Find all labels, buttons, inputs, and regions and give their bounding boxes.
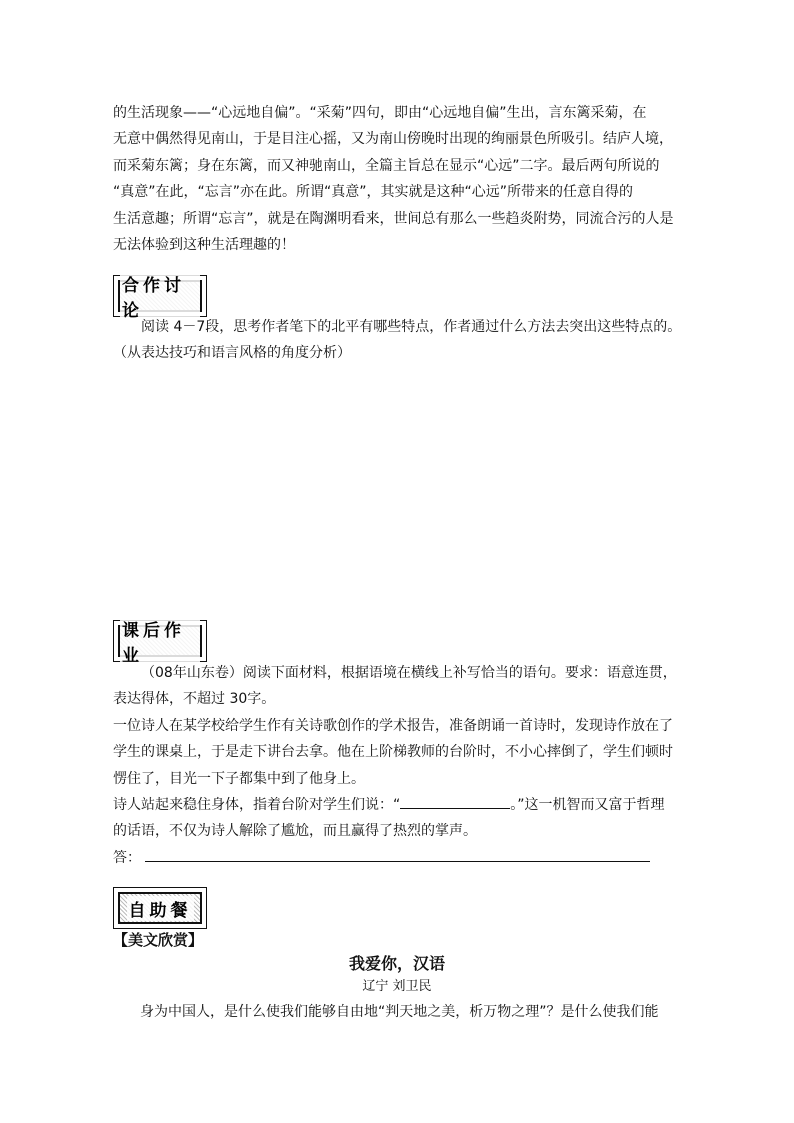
discussion-section-label: 合作讨论 xyxy=(120,271,200,321)
intro-line-3: 而采菊东篱；身在东篱，而又神驰南山，全篇主旨总在显示“心远”二字。最后两句所说的 xyxy=(113,157,660,174)
homework-material-line-5: 的话语，不仅为诗人解除了尴尬，而且赢得了热烈的掌声。 xyxy=(113,823,477,840)
homework-material-line-4 xyxy=(113,792,683,818)
discussion-question xyxy=(113,314,683,367)
intro-line-5: 生活意趣；所谓“忘言”，就是在陶渊明看来，世间总有那么一些趋炎附势，同流合污的人是 xyxy=(113,210,674,227)
essay-title: 我爱你，汉语 xyxy=(348,954,445,973)
essay-section-tag: 【美文欣赏】 xyxy=(113,931,204,949)
intro-line-2: 无意中偶然得见南山，于是目注心摇，又为南山傍晚时出现的绚丽景色所吸引。结庐人境， xyxy=(113,131,673,148)
intro-line-4: “真意”在此，“忘言”亦在此。所谓“真意”，其实就是这种“心远”所带来的任意自得的 xyxy=(113,184,634,201)
homework-question-line-2: 表达得体，不超过 30字。 xyxy=(113,691,276,708)
material-line-4-start: 诗人站起来稳住身体，指着台阶对学生们说：“ xyxy=(113,797,401,814)
discussion-line-1: 阅读 4－7段，思考作者笔下的北平有哪些特点，作者通过什么方法去突出这些特点的。 xyxy=(141,319,682,335)
intro-paragraph xyxy=(113,100,683,258)
badge-frame xyxy=(118,892,202,924)
fill-in-blank[interactable] xyxy=(400,792,510,809)
answer-label: 答： xyxy=(113,849,141,866)
selfhelp-section-label: 自助餐 xyxy=(127,896,194,921)
selfhelp-section-badge xyxy=(113,887,207,929)
answer-line[interactable] xyxy=(145,847,650,862)
homework-material-line-3: 愣住了，目光一下子都集中到了他身上。 xyxy=(113,770,365,787)
essay-author: 辽宁 刘卫民 xyxy=(362,979,432,994)
homework-material-line-1: 一位诗人在某学校给学生作有关诗歌创作的学术报告，准备朗诵一首诗时，发现诗作放在了 xyxy=(113,717,673,734)
discussion-line-2: （从表达技巧和语言风格的角度分析） xyxy=(113,345,351,362)
material-line-4-end: 。”这一机智而又富于哲理 xyxy=(510,797,665,814)
discussion-section-badge xyxy=(113,275,207,321)
badge-frame xyxy=(118,621,202,666)
answer-row xyxy=(113,845,683,871)
badge-frame xyxy=(118,276,202,321)
homework-question-line-1: （08年山东卷）阅读下面材料，根据语境在横线上补写恰当的语句。要求：语意连贯， xyxy=(141,665,677,681)
homework-section-label: 课后作业 xyxy=(120,616,200,666)
intro-line-6: 无法体验到这种生活理趣的！ xyxy=(113,237,295,254)
essay-first-line: 身为中国人，是什么使我们能够自由地“判天地之美，析万物之理”？是什么使我们能 xyxy=(140,1004,659,1020)
homework-material-line-2: 学生的课桌上，于是走下讲台去拿。他在上阶梯教师的台阶时，不小心摔倒了，学生们顿时 xyxy=(113,744,673,761)
homework-block xyxy=(113,660,683,871)
intro-line-1: 的生活现象——“心远地自偏”。“采菊”四句，即由“心远地自偏”生出，言东篱采菊，在 xyxy=(113,105,647,121)
homework-section-badge xyxy=(113,620,207,666)
